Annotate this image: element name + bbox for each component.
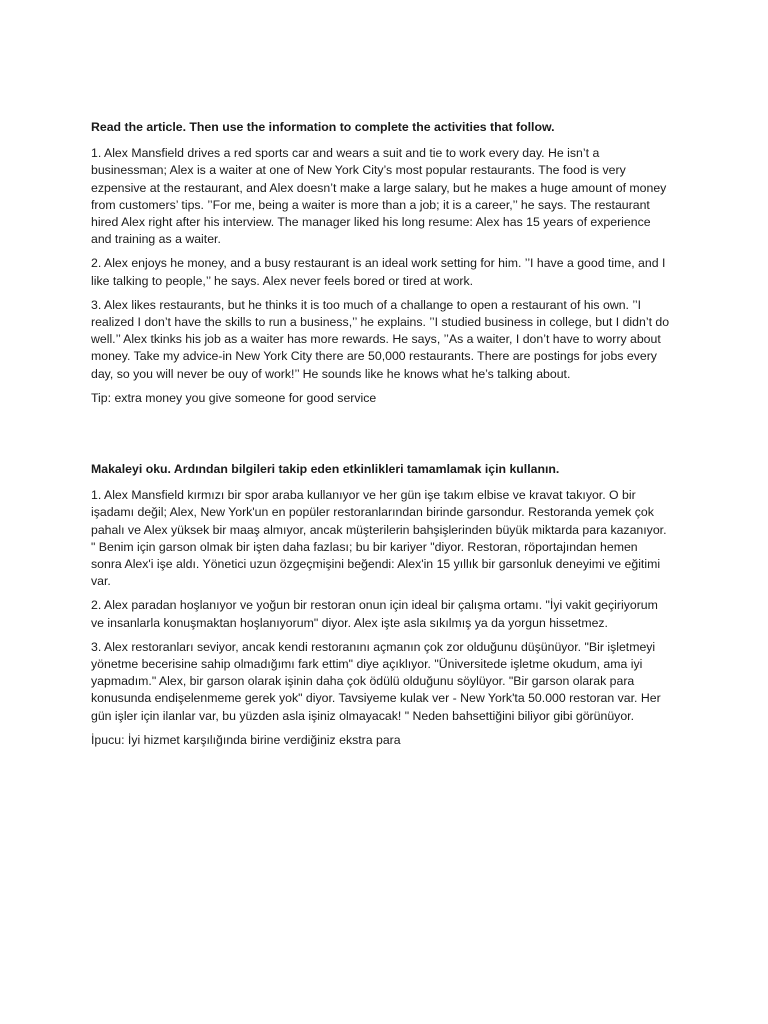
english-paragraph-2: 2. Alex enjoys he money, and a busy restaurant is an ideal work setting for him. ’’I have a good time, and I like talking to people,’’ he says. Alex never feels bored or tired at work.: [91, 256, 666, 288]
turkish-paragraph-1: 1. Alex Mansfield kırmızı bir spor araba kullanıyor ve her gün işe takım elbise ve kravat takıyor. O bir işadamı değil; Alex, New York'un en popüler restoranlarından birinde garsondur. Restoranda yemek çok pahalı ve Alex yüksek bir maaş almıyor, ancak müşterilerin bahşişlerinden büyük miktarda para kazanıyor. " Benim için garson olmak bir işten daha fazlası; bu bir kariyer "diyor. Restoran, röportajından hemen sonra Alex'i işe aldı. Yönetici uzun özgeçmişini beğendi: Alex'in 15 yıllık bir garsonluk deneyimi ve eğitimi var.: [91, 488, 667, 589]
turkish-tip: İpucu: İyi hizmet karşılığında birine verdiğiniz ekstra para: [91, 732, 401, 747]
turkish-paragraph-2: 2. Alex paradan hoşlanıyor ve yoğun bir restoran onun için ideal bir çalışma ortamı. "İyi vakit geçiriyorum ve insanlarla konuşmaktan hoşlanıyorum" diyor. Alex işte asla sıkılmış ya da yorgun hissetmez.: [91, 598, 658, 630]
turkish-paragraph-3: 3. Alex restoranları seviyor, ancak kendi restoranını açmanın çok zor olduğunu düşünüyor. "Bir işletmeyi yönetme becerisine sahip olmadığımı fark ettim" diye açıklıyor. "Üniversitede işletme okudum, ama iyi yapmadım." Alex, bir garson olarak işinin daha çok ödülü olduğunu söylüyor. "Bir garson olarak para konusunda endişelenmeme gerek yok" diyor. Tavsiyeme kulak ver - New York'ta 50.000 restoran var. Her gün işler için ilanlar var, bu yüzden asla işiniz olmayacak! " Neden bahsettiğini biliyor gibi görünüyor.: [91, 639, 661, 723]
english-tip: Tip: extra money you give someone for good service: [91, 390, 377, 405]
english-paragraph-1: 1. Alex Mansfield drives a red sports car and wears a suit and tie to work every day. He isn’t a businessman; Alex is a waiter at one of New York City’s most popular restaurants. The food is very ezpensive at the restaurant, and Alex doesn’t make a large salary, but he makes a huge amount of money from customers’ tips. ’’For me, being a waiter is more than a job; it is a career,’’ he says. The restaurant hired Alex right after his interview. The manager liked his long resume: Alex has 15 years of experience and training as a waiter.: [91, 146, 667, 247]
turkish-article: [91, 461, 671, 749]
english-instructions-heading: Read the article. Then use the information to complete the activities that follow.: [91, 120, 555, 134]
english-paragraph-3: 3. Alex likes restaurants, but he thinks it is too much of a challange to open a restaurant of his own. ’’I realized I don’t have the skills to run a business,’’ he explains. ’’I studied business in college, but I didn’t do well.’’ Alex tkinks his job as a waiter has more rewards. He says, ’’As a waiter, I don’t have to worry about money. Take my advice-in New York City there are 50,000 restaurants. There are postings for jobs every day, so you will never be ouy of work!’’ He sounds like he knows what he’s talking about.: [91, 297, 670, 381]
turkish-instructions-heading: Makaleyi oku. Ardından bilgileri takip eden etkinlikleri tamamlamak için kullanın.: [91, 462, 560, 476]
english-article: [91, 119, 671, 407]
